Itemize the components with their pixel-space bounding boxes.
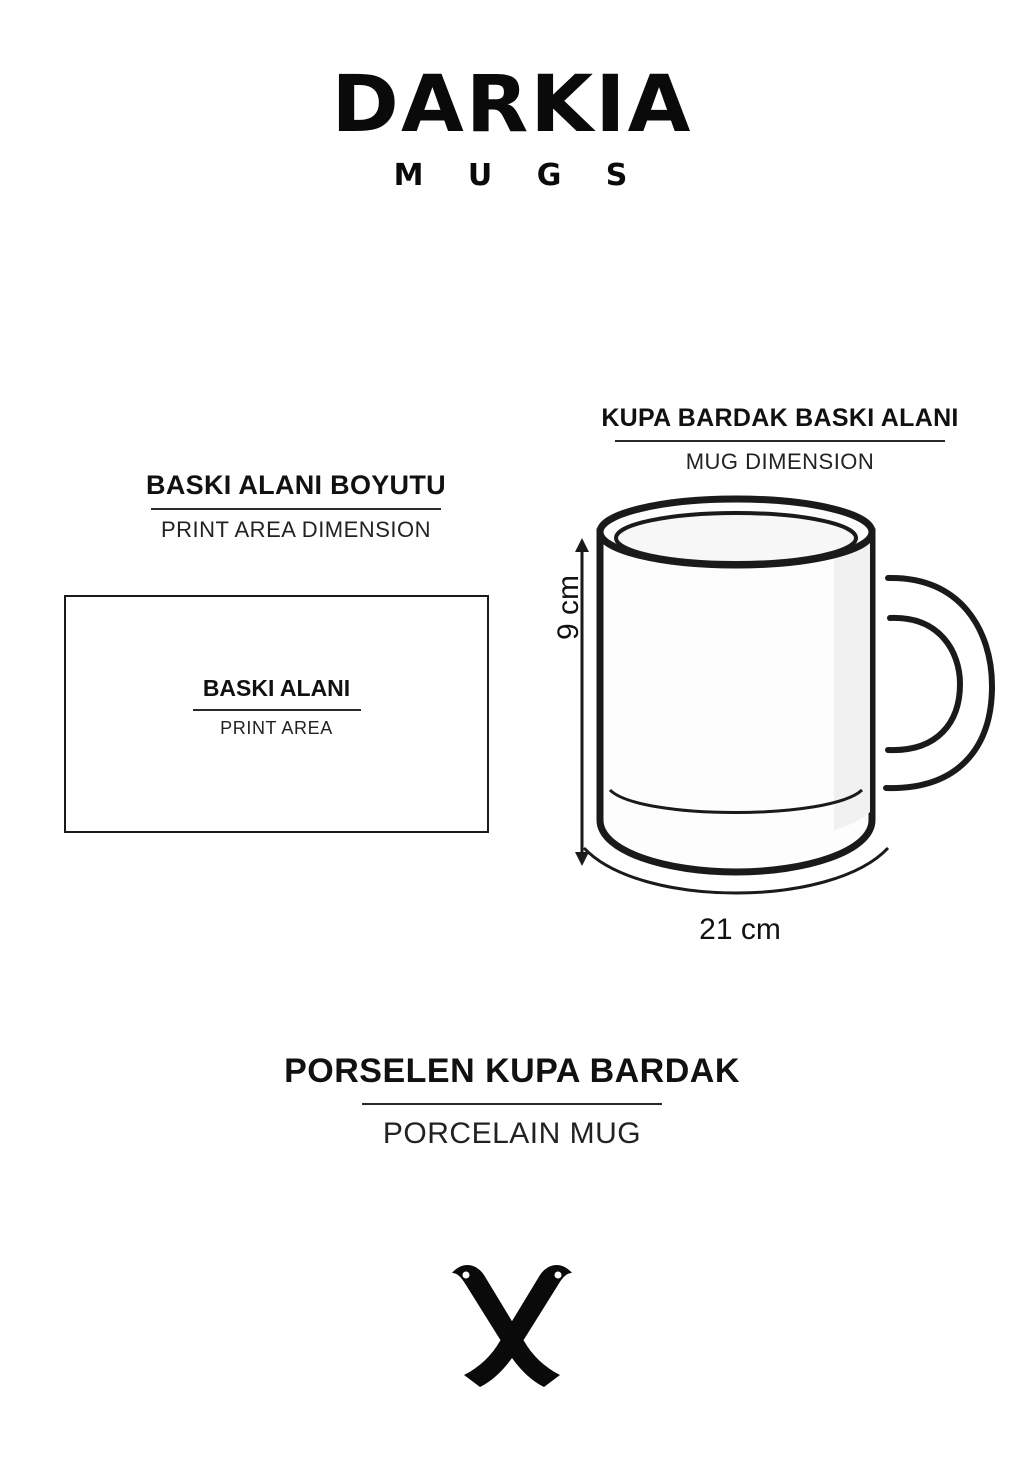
mug-rim-inner	[616, 513, 856, 563]
print-area-rectangle	[64, 595, 489, 833]
title-divider	[615, 440, 945, 442]
mug-title-tr: KUPA BARDAK BASKI ALANI	[601, 404, 959, 432]
mug-illustration	[540, 490, 1010, 970]
product-title-block	[132, 1052, 892, 1151]
mug-handle-outer	[886, 578, 992, 788]
print-area-label-tr: BASKI ALANI	[202, 675, 351, 701]
brand-header	[0, 60, 1024, 193]
print-area-title-block	[36, 470, 556, 543]
height-arrow-top	[575, 538, 589, 552]
print-area-title-tr: BASKI ALANI BOYUTU	[146, 470, 446, 500]
brand-subtitle: M U G S	[393, 158, 645, 193]
mug-title-block	[500, 404, 1024, 475]
mug-body-shade	[834, 540, 870, 830]
height-arrow-bottom	[575, 852, 589, 866]
mug-body	[600, 532, 872, 872]
logo-dot-left	[463, 1272, 470, 1279]
logo-dot-right	[555, 1272, 562, 1279]
product-title-en: PORCELAIN MUG	[382, 1117, 642, 1150]
product-title-tr: PORSELEN KUPA BARDAK	[284, 1052, 740, 1090]
mug-height-label: 9 cm	[552, 574, 585, 640]
mug-width-label: 21 cm	[699, 913, 781, 946]
label-divider	[193, 709, 361, 711]
brand-name: DARKIA	[331, 60, 693, 150]
print-area-rectangle-label	[66, 675, 487, 739]
print-area-title-en: PRINT AREA DIMENSION	[161, 517, 431, 542]
mug-title-en: MUG DIMENSION	[685, 449, 875, 474]
print-area-label-en: PRINT AREA	[220, 718, 333, 738]
title-divider	[362, 1103, 662, 1105]
mug-handle-inner	[888, 618, 960, 750]
title-divider	[151, 508, 441, 510]
x-mark-logo-icon	[432, 1255, 592, 1395]
